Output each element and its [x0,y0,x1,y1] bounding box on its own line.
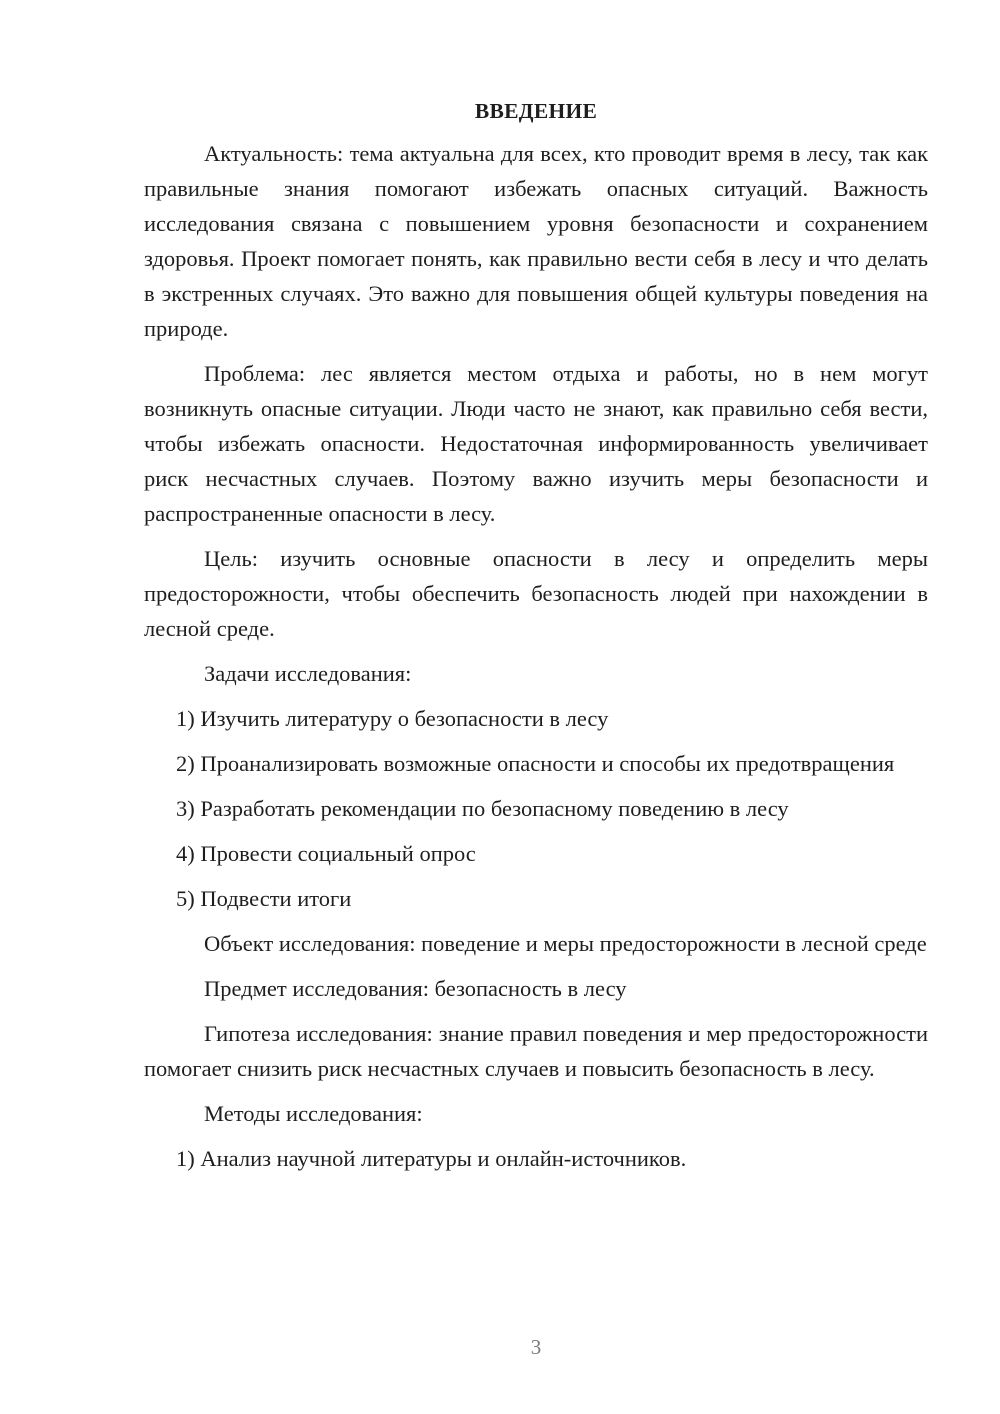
methods-heading: Методы исследования: [204,1101,423,1126]
list-item: 5) Подвести итоги [176,886,352,911]
goal-paragraph: Цель: изучить основные опасности в лесу и определить меры предосторожности, чтобы обеспечить безопасность людей при нахождении в лесной среде. [144,546,928,641]
hypothesis-paragraph: Гипотеза исследования: знание правил поведения и мер предосторожности помогает снизить риск несчастных случаев и повысить безопасность в лесу. [144,1021,928,1081]
list-item: 1) Изучить литературу о безопасности в лесу [176,706,609,731]
relevance-paragraph: Актуальность: тема актуальна для всех, кто проводит время в лесу, так как правильные знания помогают избежать опасных ситуаций. Важность исследования связана с повышением уровня безопасности и сохранением здоровья. Проект помогает понять, как правильно вести себя в лесу и что делать в экстренных случаях. Это важно для повышения общей культуры поведения на природе. [144,141,928,341]
list-item: 1) Анализ научной литературы и онлайн-источников. [176,1146,687,1171]
page-content [144,96,928,1176]
page-title: ВВЕДЕНИЕ [474,99,598,123]
object-paragraph: Объект исследования: поведение и меры предосторожности в лесной среде [204,931,927,956]
list-item: 3) Разработать рекомендации по безопасному поведению в лесу [176,796,789,821]
list-item: 2) Проанализировать возможные опасности и способы их предотвращения [176,751,895,776]
list-item: 4) Провести социальный опрос [176,841,476,866]
problem-paragraph: Проблема: лес является местом отдыха и работы, но в нем могут возникнуть опасные ситуации. Люди часто не знают, как правильно себя вести, чтобы избежать опасности. Недостаточная информированность увеличивает риск несчастных случаев. Поэтому важно изучить меры безопасности и распространенные опасности в лесу. [144,361,928,526]
tasks-heading: Задачи исследования: [204,661,412,686]
page-number: 3 [530,1335,542,1359]
methods-list [144,1141,928,1176]
tasks-list [144,701,928,916]
subject-paragraph: Предмет исследования: безопасность в лесу [204,976,627,1001]
